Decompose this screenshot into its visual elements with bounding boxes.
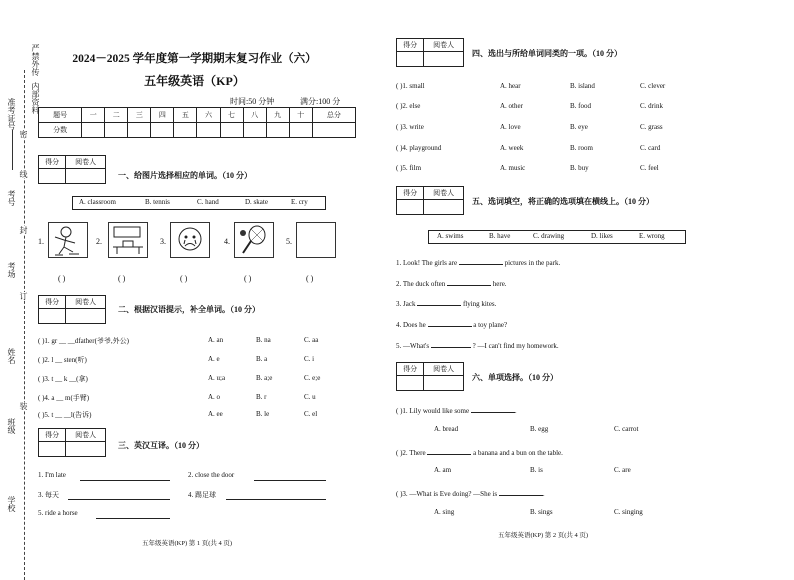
answer-line[interactable] (459, 256, 503, 265)
s5-text: here. (492, 280, 507, 288)
label-class: 班级 (7, 418, 16, 434)
score-row-label: 分数 (39, 123, 82, 138)
s5-text: flying kites. (462, 300, 497, 308)
s2-question: ( )2. l __ sten(听) (38, 356, 87, 364)
s6-option[interactable]: B. sings (530, 508, 553, 516)
s6-option[interactable]: C. singing (614, 508, 643, 516)
s4-question: ( )5. film (396, 164, 422, 172)
s6-question (396, 404, 517, 415)
answer-line[interactable] (471, 404, 515, 413)
grader-score-label: 得分 (39, 156, 66, 169)
grader-reviewer-cell[interactable] (66, 309, 106, 324)
s2-option[interactable]: C. e;e (304, 374, 321, 382)
field-line (12, 130, 14, 170)
s5-text: a toy plane? (473, 321, 508, 329)
label-exam-number: 考号 (7, 190, 16, 206)
s1-option: D. skate (245, 198, 268, 206)
pic-num: 2. (96, 237, 102, 246)
s4-question: ( )2. else (396, 102, 421, 110)
s5-item (396, 277, 507, 288)
s2-option[interactable]: C. i (304, 355, 315, 363)
s5-option: D. likes (591, 232, 613, 240)
seal-char-xian: 线 (19, 170, 28, 178)
s6-text: . (542, 490, 545, 498)
section6-title: 六、单项选择。（10 分） (472, 373, 558, 382)
s4-option[interactable]: C. feel (640, 164, 659, 172)
pic-num: 1. (38, 237, 44, 246)
grader-box-4 (396, 38, 464, 67)
score-cell[interactable] (151, 123, 174, 138)
score-head: 六 (197, 108, 220, 123)
s5-option: B. have (489, 232, 511, 240)
grader-score-label: 得分 (39, 296, 66, 309)
section5-title: 五、选词填空，将正确的选项填在横线上。（10 分） (472, 197, 654, 206)
s4-question: ( )1. small (396, 82, 425, 90)
score-table (38, 107, 356, 138)
s4-option[interactable]: C. grass (640, 123, 663, 131)
warning-text: 严禁外传 (31, 44, 40, 76)
score-cell[interactable] (220, 123, 243, 138)
answer-line[interactable] (431, 339, 471, 348)
s4-option[interactable]: B. room (570, 144, 593, 152)
answer-line[interactable] (254, 480, 326, 481)
grader-box-2 (38, 295, 106, 324)
s6-option[interactable]: B. is (530, 466, 543, 474)
grader-score-cell[interactable] (397, 52, 424, 67)
answer-line[interactable] (447, 277, 491, 286)
s2-option[interactable]: B. a;e (256, 374, 273, 382)
pic-num: 4. (224, 237, 230, 246)
grader-reviewer-cell[interactable] (424, 52, 464, 67)
s4-option[interactable]: B. buy (570, 164, 589, 172)
s4-option[interactable]: B. food (570, 102, 591, 110)
s5-word-box (428, 230, 686, 244)
grader-reviewer-label: 阅卷人 (424, 39, 464, 52)
s2-option[interactable]: B. na (256, 336, 271, 344)
score-cell[interactable] (289, 123, 312, 138)
answer-blank[interactable]: ( ) (58, 274, 66, 283)
answer-blank[interactable]: ( ) (306, 274, 314, 283)
s6-option[interactable]: B. egg (530, 425, 549, 433)
s2-question: ( )5. t __ __l(告诉) (38, 411, 92, 419)
s2-option[interactable]: B. le (256, 410, 270, 418)
s6-question (396, 446, 563, 457)
exam-time: 时间:50 分钟 (230, 97, 275, 106)
s2-option[interactable]: A. u;a (208, 374, 226, 382)
answer-line[interactable] (96, 518, 170, 519)
s2-option[interactable]: C. aa (304, 336, 319, 344)
footer-left: 五年级英语(KP) 第 1 页(共 4 页) (142, 540, 233, 547)
grader-reviewer-label: 阅卷人 (424, 187, 464, 200)
score-head: 总分 (312, 108, 355, 123)
score-head: 四 (151, 108, 174, 123)
s2-option[interactable]: C. u (304, 393, 316, 401)
s6-question (396, 487, 545, 498)
grader-score-cell[interactable] (39, 442, 66, 457)
answer-line[interactable] (427, 446, 471, 455)
s6-option[interactable]: A. bread (434, 425, 459, 433)
s4-question: ( )3. write (396, 123, 424, 131)
grader-box-6 (396, 362, 464, 391)
s1-option: E. cry (291, 198, 308, 206)
picture-3 (170, 222, 210, 258)
picture-1 (48, 222, 88, 258)
score-head: 二 (105, 108, 128, 123)
s6-option[interactable]: A. am (434, 466, 452, 474)
s5-text: 3. Jack (396, 300, 416, 308)
section2-title: 二、根据汉语提示，补全单词。（10 分） (118, 305, 260, 314)
s6-option[interactable]: A. sing (434, 508, 455, 516)
grader-box-3 (38, 428, 106, 457)
score-cell[interactable] (82, 123, 105, 138)
score-head: 一 (82, 108, 105, 123)
score-head: 五 (174, 108, 197, 123)
s5-text: pictures in the park. (504, 259, 561, 267)
grader-score-cell[interactable] (39, 309, 66, 324)
grader-reviewer-cell[interactable] (424, 376, 464, 391)
s2-option[interactable]: A. o (208, 393, 221, 401)
grader-reviewer-cell[interactable] (66, 169, 106, 184)
s6-text: ( )1. Lily would like some (396, 407, 470, 415)
s6-text: . (514, 407, 517, 415)
s6-text: a banana and a bun on the table. (473, 449, 563, 457)
section1-title: 一、给图片选择相应的单词。（10 分） (118, 171, 252, 180)
s4-question: ( )4. playground (396, 144, 442, 152)
grader-reviewer-cell[interactable] (424, 200, 464, 215)
s2-option[interactable]: C. el (304, 410, 318, 418)
grader-score-cell[interactable] (397, 376, 424, 391)
answer-blank[interactable]: ( ) (244, 274, 252, 283)
grader-score-cell[interactable] (39, 169, 66, 184)
answer-line[interactable] (80, 480, 170, 481)
answer-line[interactable] (68, 499, 170, 500)
seal-char-mi: 密 (19, 130, 28, 138)
score-cell[interactable] (243, 123, 266, 138)
grader-score-cell[interactable] (397, 200, 424, 215)
s6-text: ( )3. —What is Eve doing? —She is (396, 490, 498, 498)
s3-item: 4. 踢足球 (188, 491, 216, 499)
s5-item (396, 297, 496, 308)
s5-text: 2. The duck often (396, 280, 446, 288)
grader-score-label: 得分 (397, 187, 424, 200)
s3-item: 2. close the door (188, 471, 235, 479)
s3-item: 5. ride a horse (38, 509, 78, 517)
s5-text: 5. —What's (396, 342, 430, 350)
score-cell[interactable] (312, 123, 355, 138)
seal-line (24, 70, 25, 580)
skating-child-icon (49, 223, 87, 257)
score-head: 十 (289, 108, 312, 123)
s4-option[interactable]: A. other (500, 102, 523, 110)
picture-2 (108, 222, 148, 258)
s4-option[interactable]: A. love (500, 123, 521, 131)
s5-item (396, 318, 507, 329)
exam-score: 满分:100 分 (300, 97, 341, 106)
pic-num: 5. (286, 237, 292, 246)
score-head: 九 (266, 108, 289, 123)
s2-option[interactable]: A. e (208, 355, 220, 363)
grader-box-1 (38, 155, 106, 184)
label-exam-room: 考场 (7, 262, 16, 278)
score-cell[interactable] (266, 123, 289, 138)
grader-score-label: 得分 (39, 429, 66, 442)
grader-reviewer-label: 阅卷人 (66, 156, 106, 169)
score-head: 三 (128, 108, 151, 123)
s6-option[interactable]: C. are (614, 466, 631, 474)
score-head: 题号 (39, 108, 82, 123)
score-cell[interactable] (174, 123, 197, 138)
s3-item: 1. I'm late (38, 471, 66, 479)
s2-option[interactable]: A. an (208, 336, 224, 344)
picture-4 (234, 222, 274, 258)
label-name: 姓名 (7, 348, 16, 364)
binding-strip (4, 30, 40, 555)
section3-title: 三、英汉互译。（10 分） (118, 441, 204, 450)
page-subtitle: 五年级英语（KP） (144, 74, 245, 88)
answer-blank[interactable]: ( ) (180, 274, 188, 283)
crying-face-icon (171, 223, 209, 257)
s4-option[interactable]: C. card (640, 144, 661, 152)
s1-option: B. tennis (145, 198, 170, 206)
s2-option[interactable]: B. a (256, 355, 268, 363)
answer-blank[interactable]: ( ) (118, 274, 126, 283)
s5-text: ? —I can't find my homework. (472, 342, 559, 350)
s5-item (396, 256, 560, 267)
grader-reviewer-label: 阅卷人 (66, 296, 106, 309)
s2-question: ( )4. a __ m(手臂) (38, 394, 90, 402)
s2-option[interactable]: B. r (256, 393, 267, 401)
page-title: 2024－2025 学年度第一学期期末复习作业（六） (72, 53, 317, 65)
seal-char-feng: 封 (19, 226, 28, 234)
score-cell[interactable] (197, 123, 220, 138)
classroom-icon (109, 223, 147, 257)
s3-item: 3. 每天 (38, 491, 59, 499)
s5-text: 1. Look! The girls are (396, 259, 458, 267)
pic-num: 3. (160, 237, 166, 246)
s6-text: ( )2. There (396, 449, 426, 457)
s2-question: ( )3. t __ k __(拿) (38, 375, 88, 383)
s5-item (396, 339, 559, 350)
s4-option[interactable]: B. eye (570, 123, 588, 131)
seal-char-ding: 订 (19, 292, 28, 300)
s4-option[interactable]: B. island (570, 82, 595, 90)
grader-score-label: 得分 (397, 363, 424, 376)
s4-option[interactable]: A. hear (500, 82, 521, 90)
score-head: 七 (220, 108, 243, 123)
tennis-racket-icon (235, 223, 273, 257)
s4-option[interactable]: A. music (500, 164, 526, 172)
answer-line[interactable] (428, 318, 472, 327)
s4-option[interactable]: A. week (500, 144, 524, 152)
s6-option[interactable]: C. carrot (614, 425, 639, 433)
s5-text: 4. Does he (396, 321, 426, 329)
grader-reviewer-label: 阅卷人 (66, 429, 106, 442)
s4-option[interactable]: C. drink (640, 102, 663, 110)
answer-line[interactable] (417, 297, 461, 306)
grader-box-5 (396, 186, 464, 215)
s4-option[interactable]: C. clever (640, 82, 666, 90)
hand-icon (297, 223, 335, 257)
score-head: 八 (243, 108, 266, 123)
grader-reviewer-label: 阅卷人 (424, 363, 464, 376)
s5-option: A. swims (437, 232, 464, 240)
s1-option: C. hand (197, 198, 219, 206)
internal-text: 内部资料 (31, 82, 40, 114)
s2-question: ( )1. gr __ __dfather(爷爷,外公) (38, 337, 129, 345)
s1-word-box (72, 196, 326, 210)
score-cell[interactable] (128, 123, 151, 138)
label-exam-id: 准考证号 (7, 98, 16, 130)
picture-5 (296, 222, 336, 258)
s5-option: E. wrong (639, 232, 665, 240)
answer-line[interactable] (226, 499, 326, 500)
s1-option: A. classroom (79, 198, 116, 206)
footer-right: 五年级英语(KP) 第 2 页(共 4 页) (498, 532, 589, 539)
s5-option: C. drawing (533, 232, 565, 240)
label-school: 学校 (7, 496, 16, 512)
score-cell[interactable] (105, 123, 128, 138)
seal-char-zhuang: 装 (19, 402, 28, 410)
grader-reviewer-cell[interactable] (66, 442, 106, 457)
grader-score-label: 得分 (397, 39, 424, 52)
s2-option[interactable]: A. ee (208, 410, 223, 418)
section4-title: 四、选出与所给单词同类的一项。（10 分） (472, 49, 622, 58)
answer-line[interactable] (499, 487, 543, 496)
